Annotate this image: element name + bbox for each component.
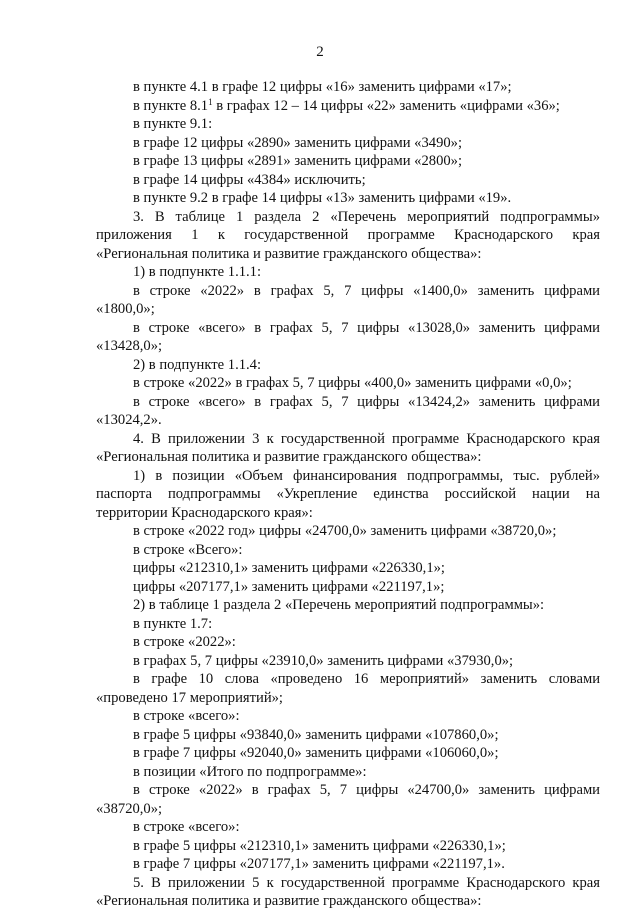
text-line: в графе 14 цифры «4384» исключить; [133,171,366,188]
text-line: в строке «2022 год» цифры «24700,0» заменить цифрами «38720,0»; [133,523,557,539]
text-line: 3. В таблице 1 раздела 2 «Перечень мероприятий подпрограммы» [133,208,600,225]
text-line: в пункте 1.7: [133,615,213,632]
text-line: 5. В приложении 5 к государственной программе Краснодарского края [133,874,600,891]
text-line: в позиции «Итого по подпрограмме»: [133,763,367,780]
text-line: территории Краснодарского края»: [96,504,313,521]
text-line: в строке «2022» в графах 5, 7 цифры «24700,0» заменить цифрами [133,782,600,798]
document-body [96,78,600,911]
text-line: в строке «2022» в графах 5, 7 цифры «400,0» заменить цифрами «0,0»; [133,375,572,391]
text-line: в строке «2022» в графах 5, 7 цифры «1400,0» заменить цифрами [133,282,600,299]
text-line: в графе 5 цифры «93840,0» заменить цифрами «107860,0»; [133,726,499,743]
text-line: в пункте 9.2 в графе 14 цифры «13» заменить цифрами «19». [133,190,512,206]
text-line: «1800,0»; [96,301,155,317]
text-line: «Региональная политика и развитие гражданского общества»: [96,449,482,465]
text-line: в строке «всего» в графах 5, 7 цифры «13424,2» заменить цифрами [133,393,600,410]
text-line: в строке «Всего»: [133,541,243,558]
text-line: в графах 5, 7 цифры «23910,0» заменить цифрами «37930,0»; [133,652,514,669]
text-line: в графе 5 цифры «212310,1» заменить цифрами «226330,1»; [133,837,506,854]
text-line: 4. В приложении 3 к государственной программе Краснодарского края [133,430,600,447]
text-line: в графе 12 цифры «2890» заменить цифрами «3490»; [133,134,463,151]
text-line: в пункте 9.1: [133,116,213,132]
text-line: «Региональная политика и развитие гражданского общества»: [96,245,482,262]
text-line: 1) в позиции «Объем финансирования подпрограммы, тыс. рублей» [133,467,600,484]
superscript: 1 [208,96,213,107]
text-line: в графе 10 слова «проведено 16 мероприятий» заменить словами [133,671,600,687]
text-line: «проведено 17 мероприятий»; [96,689,283,706]
text-line: паспорта подпрограммы «Укрепление единства российской нации на [96,486,600,502]
text-line: в строке «всего»: [133,819,240,835]
text-line: цифры «212310,1» заменить цифрами «226330,1»; [133,560,445,576]
text-line: цифры «207177,1» заменить цифрами «221197,1»; [133,578,445,595]
text-line: «13024,2». [96,412,162,428]
text-line: 1) в подпункте 1.1.1: [133,264,262,280]
text-line [96,97,600,116]
text-line: в пункте 4.1 в графе 12 цифры «16» заменить цифрами «17»; [133,79,512,95]
text-line: 2) в подпункте 1.1.4: [133,356,262,373]
text-line: в строке «2022»: [133,634,236,650]
text-line: в графе 7 цифры «207177,1» заменить цифрами «221197,1». [133,856,505,872]
text-segment: в пункте 8.1 [133,97,209,114]
text-line: «Региональная политика и развитие гражданского общества»: [96,893,482,909]
text-line: «13428,0»; [96,338,163,354]
text-line: приложения 1 к государственной программе Краснодарского края [96,227,600,243]
text-segment: в графах 12 – 14 цифры «22» заменить «цифрами «36»; [212,97,560,114]
text-line: «38720,0»; [96,800,163,817]
text-line: в строке «всего»: [133,708,240,724]
text-line: в графе 13 цифры «2891» заменить цифрами «2800»; [133,153,463,169]
text-line: в строке «всего» в графах 5, 7 цифры «13028,0» заменить цифрами [133,319,600,336]
page-number: 2 [316,44,324,60]
text-line: 2) в таблице 1 раздела 2 «Перечень мероприятий подпрограммы»: [133,597,545,613]
text-line: в графе 7 цифры «92040,0» заменить цифрами «106060,0»; [133,745,499,761]
